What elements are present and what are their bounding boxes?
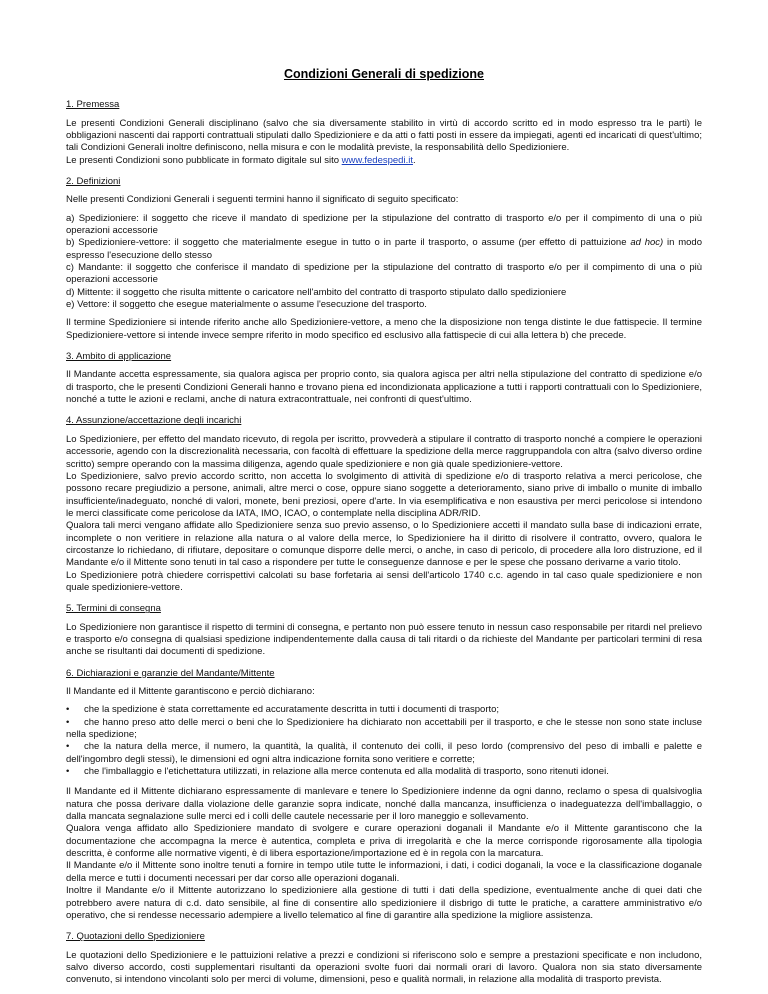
bullet-icon: • [66, 716, 70, 728]
definition-item [66, 237, 702, 262]
paragraph-text: Le quotazioni dello Spedizioniere e le pattuizioni relative a prezzi e condizioni si riferiscono solo e sempre a prestazioni specificate e non includono, salvo diverso accordo, costi supplementari risultanti da operazioni svolte fuori dai normali orari di lavoro. Qualora non sia stato diversamente convenuto, si intendono vincolanti solo per merci di volume, dimensioni, peso e qualità normali, in relazione alla modalità di trasporto prevista. [66, 949, 702, 986]
fedespedi-link[interactable]: www.fedespedi.it [341, 154, 413, 166]
section-premessa [66, 99, 702, 167]
paragraph-text: Il termine Spedizioniere si intende riferito anche allo Spedizioniere-vettore, a meno che la disposizione non tenga distinte le due fattispecie. Il termine Spedizioniere-vettore si intende invece sempre riferito in modo specifico ed esclusivo alla fattispecie di cui alla lettera b) che precede. [66, 317, 702, 341]
text-fragment: Le presenti Condizioni sono pubblicate in formato digitale sul sito [66, 154, 342, 166]
list-item-text: che l'imballaggio e l'etichettatura utilizzati, in relazione alla merce contenuta ed alla modalità di trasporto, sono ritenuti idonei. [84, 766, 609, 778]
section-quotazioni [66, 931, 702, 986]
paragraph-text: Il Mandante e/o il Mittente sono inoltre tenuti a fornire in tempo utile tutte le informazioni, i dati, i codici doganali, la voce e la classificazione doganale della merce e tutti i documenti necessari per dar corso alle operazioni doganali. [66, 860, 702, 884]
list-item-text: che la natura della merce, il numero, la quantità, la qualità, il contenuto dei colli, il peso lordo (comprensivo del peso di imballi e palette e dell'ingombro degli stessi), le dimensioni ed ogni altra indicazione fornita sono veritiere e corrette; [66, 741, 702, 765]
bullet-icon: • [66, 766, 70, 778]
section-heading: 7. Quotazioni dello Spedizioniere [66, 931, 205, 943]
list-item [66, 766, 702, 778]
paragraph-text: Il Mandante ed il Mittente dichiarano espressamente di manlevare e tenere lo Spedizioniere indenne da ogni danno, reclamo o spesa di qualsivoglia natura che possa derivare dalla violazione delle garanzie sopra indicate, nonché dalla mancanza, insufficienza o inadeguatezza dell'imballaggio, o dalla mancata segnalazione sulle merci ed i colli delle cautele necessarie per il loro maneggio e sollevamento. [66, 786, 702, 823]
definition-item: a) Spedizioniere: il soggetto che riceve il mandato di spedizione per la stipulazione del contratto di trasporto e/o per il compimento di una o più operazioni accessorie [66, 212, 702, 236]
list-item [66, 704, 702, 716]
definitions-list [66, 213, 702, 312]
paragraph-text: Il Mandante accetta espressamente, sia qualora agisca per proprio conto, sia qualora agisca per altri nella stipulazione del contratto di spedizione e/o di trasporto, che le presenti Condizioni Generali hanno e trovano piena ed incondizionata applicazione a tutti i rapporti contrattuali con lo Spedizioniere, nonché a tutte le azioni e reclami, anche di natura extracontrattuale, nei confronti di quest'ultimo. [66, 369, 702, 406]
section-dichiarazioni [66, 668, 702, 923]
paragraph-text: Lo Spedizioniere non garantisce il rispetto di termini di consegna, e pertanto non può essere tenuto in nessun caso responsabile per ritardi nel prelievo e trasporto e/o consegna di qualsiasi spedizione indipendentemente dalla causa di tali ritardi o da richieste del Mandante per particolari termini di resa anche se risultanti dai documenti di spedizione. [66, 621, 702, 658]
italic-text: ad hoc) [630, 237, 664, 249]
paragraph-text [66, 155, 702, 167]
list-item [66, 741, 702, 766]
definition-item: e) Vettore: il soggetto che esegue materialmente o assume l'esecuzione del trasporto. [66, 299, 427, 311]
list-item [66, 717, 702, 742]
bullet-icon: • [66, 741, 70, 753]
section-heading: 6. Dichiarazioni e garanzie del Mandante/Mittente [66, 667, 275, 679]
definition-item: c) Mandante: il soggetto che conferisce il mandato di spedizione per la stipulazione del contratto di trasporto e/o per il compimento di una o più operazioni accessorie [66, 262, 702, 286]
paragraph-text: Le presenti Condizioni Generali disciplinano (salvo che sia diversamente stabilito in virtù di accordo scritto ed in modo espresso tra le parti) le obbligazioni nascenti dai rapporti contrattuali stipulati dallo Spedizioniere e da atti o fatti posti in essere da impiegati, agenti ed incaricati di quest'ultimo; tali Condizioni Generali inoltre definiscono, nella misura e con le modalità previste, la responsabilità dello Spedizioniere. [66, 117, 702, 154]
section-incarichi [66, 415, 702, 594]
list-item-text: che la spedizione è stata correttamente ed accuratamente descritta in tutti i documenti di trasporto; [84, 704, 500, 716]
section-heading: 2. Definizioni [66, 175, 121, 187]
paragraph-text: Il Mandante ed il Mittente garantiscono e perciò dichiarano: [66, 686, 315, 697]
paragraph-text: Lo Spedizioniere potrà chiedere corrispettivi calcolati su base forfetaria ai sensi dell'articolo 1740 c.c. agendo in tal caso quale spedizioniere e non quale spedizioniere-vettore. [66, 569, 702, 593]
list-item-text: che hanno preso atto delle merci o beni che lo Spedizioniere ha dichiarato non accettabili per il trasporto, e che le stesse non sono state incluse nella spedizione; [66, 716, 702, 741]
paragraph-text: Qualora tali merci vengano affidate allo Spedizioniere senza suo previo assenso, o lo Spedizioniere accetti il mandato sulla base di indicazioni errate, incomplete o non veritiere in relazione alla natura o al valore della merce, lo Spedizioniere ha il diritto di risolvere il contratto, ovvero, qualora le circostanze lo richiedano, di rifiutare, depositare o comunque disporre delle merci, o anche, in caso di pericolo, di procedere alla loro distruzione, ed il Mandante e/o il Mittente sono tenuti in tal caso a rispondere per tutte le conseguenze dannose e per le spese che possano derivarne a vario titolo. [66, 520, 702, 569]
section-heading: 1. Premessa [66, 99, 120, 111]
section-ambito [66, 351, 702, 406]
section-heading: 4. Assunzione/accettazione degli incarichi [66, 415, 242, 427]
text-fragment: . [412, 154, 416, 166]
section-termini [66, 603, 702, 658]
definition-item: d) Mittente: il soggetto che risulta mittente o caricatore nell'ambito del contratto di trasporto stipulato dallo spedizioniere [66, 286, 567, 298]
guarantees-list [66, 704, 702, 778]
text-fragment: in modo espresso l'esecuzione dello stesso [66, 237, 702, 261]
paragraph-text: Lo Spedizioniere, per effetto del mandato ricevuto, di regola per iscritto, provvederà a stipulare il contratto di trasporto nonché a compiere le operazioni accessorie, agendo con la discrezionalità necessaria, con facoltà di effettuare la spedizione della merce raggruppandola con altra (salvo diverso ordine scritto) sempre operando con la massima diligenza, agendo quale spedizioniere e non già quale spedizioniere-vettore. [66, 433, 702, 470]
paragraph [66, 434, 702, 594]
section-definizioni [66, 176, 702, 342]
paragraph-text: Lo Spedizioniere, salvo previo accordo scritto, non accetta lo svolgimento di attività di spedizione e/o di trasporto relativa a merci pericolose, che possono recare pregiudizio a persone, animali, altre merci o cose, oppure siano soggette a deterioramento, siano prive di imballo o munite di imballo insufficiente/inadeguato, nonché di valori, monete, beni preziosi, opere d'arte. In via esemplificativa e non esaustiva per merci pericolose si intendono le merci classificate come pericolose da IATA, IMO, ICAO, o contemplate nella disciplina ADR/RID. [66, 470, 702, 519]
paragraph [66, 118, 702, 167]
text-fragment: b) Spedizioniere-vettore: il soggetto che materialmente esegue in tutto o in parte il trasporto, o assume (per effetto di pattuizione [66, 237, 631, 249]
paragraph-text: Qualora venga affidato allo Spedizioniere mandato di svolgere e curare operazioni doganali il Mandante e/o il Mittente garantiscono che la documentazione che accompagna la merce è autentica, completa e priva di irregolarità e che la merce corrisponde rigorosamente alla tipologia descritta, è conforme alle normative vigenti, è di libera esportazione/importazione ed è in regola con la marcatura. [66, 823, 702, 860]
paragraph [66, 786, 702, 922]
bullet-icon: • [66, 704, 70, 716]
paragraph-text: Nelle presenti Condizioni Generali i seguenti termini hanno il significato di seguito specificato: [66, 194, 459, 206]
section-heading: 5. Termini di consegna [66, 603, 161, 615]
document-title: Condizioni Generali di spedizione [283, 67, 485, 81]
section-heading: 3. Ambito di applicazione [66, 351, 172, 363]
paragraph-text: Inoltre il Mandante e/o il Mittente autorizzano lo spedizioniere alla gestione di tutti i dati della spedizione, eventualmente anche di quei dati che potrebbero avere natura di c.d. dato sensibile, al fine di consentire allo spedizioniere il disbrigo di tutte le pratiche, a carattere amministrativo e/o operativo, che si rendesse necessario adempiere a livello telematico al fine di garantire alla spedizione la migliore assistenza. [66, 885, 702, 921]
